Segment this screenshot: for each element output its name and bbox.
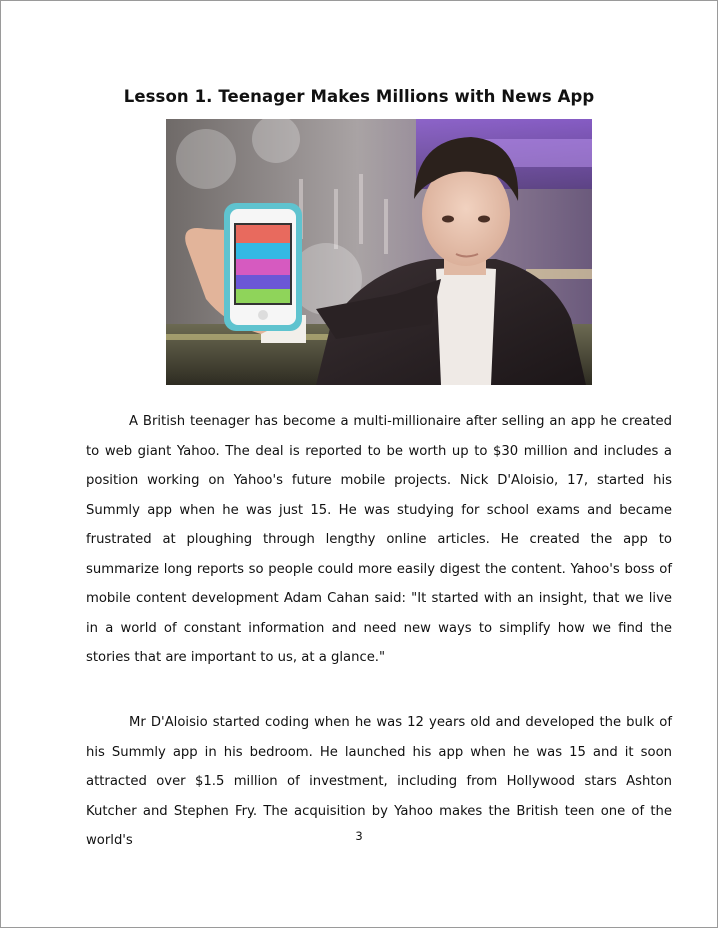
lesson-title: Lesson 1. Teenager Makes Millions with News App bbox=[123, 87, 595, 106]
teen-holding-phone-photo bbox=[166, 119, 592, 385]
paragraph-2: Mr D'Aloisio started coding when he was 12 years old and developed the bulk of his Summly app in his bedroom. He launched his app when he was 15 and it soon attracted over $1.5 million of investment, including from Hollywood stars Ashton Kutcher and Stephen Fry. The acquisition by Yahoo makes the British teen one of the world's bbox=[86, 715, 672, 848]
page-number: 3 bbox=[355, 829, 363, 843]
paragraph-1: A British teenager has become a multi-millionaire after selling an app he created to web giant Yahoo. The deal is reported to be worth up to $30 million and includes a position working on Yahoo's future mobile projects. Nick D'Aloisio, 17, started his Summly app when he was just 15. He was studying for school exams and became frustrated at ploughing through lengthy online articles. He created the app to summarize long reports so people could more easily digest the content. Yahoo's boss of mobile content development Adam Cahan said: "It started with an insight, that we live in a world of constant information and need new ways to simplify how we find the stories that are important to us, at a glance." bbox=[86, 414, 672, 665]
